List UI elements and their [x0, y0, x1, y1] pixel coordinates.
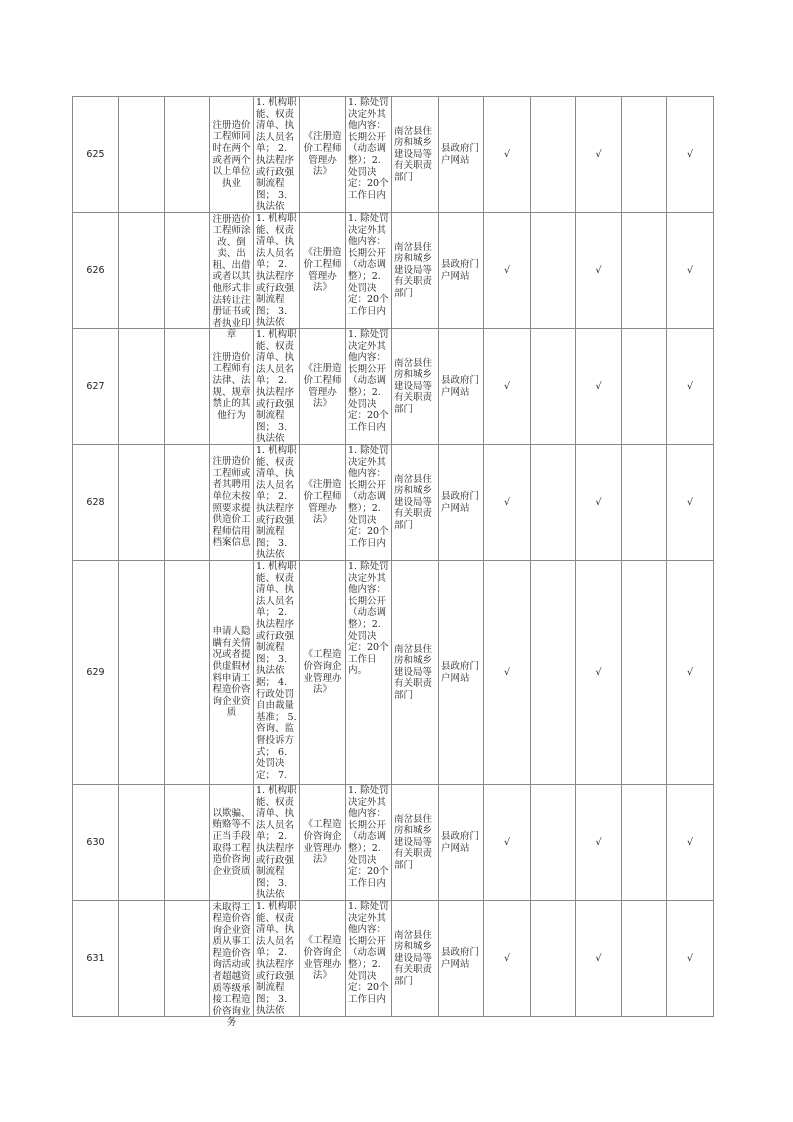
- row-number: 626: [73, 213, 119, 329]
- disclosure-table: [72, 96, 714, 1029]
- blank-cell: [165, 97, 210, 213]
- check-mark: √: [667, 901, 714, 1017]
- disclosure-basis-cell: [300, 329, 346, 445]
- row-number: 627: [73, 329, 119, 445]
- time-limit-text: 1. 除处罚决定外其他内容：长期公开（动态调整）；2. 处罚决定：20个工作日内: [348, 213, 389, 317]
- disclosure-channel-cell: [439, 445, 484, 561]
- disclosure-subject-cell: [392, 785, 439, 901]
- check-mark: √: [667, 213, 714, 329]
- disclosure-content-cell: [254, 329, 300, 445]
- disclosure-basis-cell: [300, 785, 346, 901]
- table-row: [73, 329, 714, 445]
- disclosure-time-limit-cell: [346, 213, 392, 329]
- check-mark: √: [576, 213, 622, 329]
- blank-cell: [531, 213, 576, 329]
- disclosure-basis-cell: [300, 213, 346, 329]
- disclosure-subject-cell: [392, 445, 439, 561]
- check-mark: √: [484, 445, 531, 561]
- blank-cell: [119, 329, 165, 445]
- disclosure-channel-cell: [439, 329, 484, 445]
- disclosure-content-cell: [254, 445, 300, 561]
- check-mark: √: [667, 97, 714, 213]
- disclosure-content-cell: [254, 561, 300, 785]
- blank-cell: [165, 213, 210, 329]
- item-text: 以欺骗、贿赂等不正当手段取得工程造价咨询企业资质: [212, 807, 251, 877]
- blank-cell: [622, 445, 667, 561]
- row-number: 630: [73, 785, 119, 901]
- disclosure-basis-cell: [300, 561, 346, 785]
- content-text: 1. 机构职能、权责清单、执法人员名单； 2. 执法程序或行政强制流程图； 3. 执法依: [256, 97, 297, 213]
- content-text: 1. 机构职能、权责清单、执法人员名单； 2. 执法程序或行政强制流程图； 3. 执法依: [256, 213, 297, 329]
- disclosure-channel-cell: [439, 213, 484, 329]
- check-mark: √: [484, 901, 531, 1017]
- table-row: [73, 785, 714, 901]
- subject-text: 南岔县住房和城乡建设局等有关职责部门: [394, 643, 433, 701]
- channel-text: 县政府门户网站: [441, 374, 480, 398]
- disclosure-subject-cell: [392, 561, 439, 785]
- disclosure-basis-cell: [300, 445, 346, 561]
- check-mark: √: [484, 785, 531, 901]
- item-text: 注册造价工程师涂改、倒卖、出租、出借或者以其他形式非法转让注册证书或者执业印章: [212, 213, 251, 341]
- blank-cell: [165, 561, 210, 785]
- blank-cell: [165, 329, 210, 445]
- check-mark: √: [484, 213, 531, 329]
- subject-text: 南岔县住房和城乡建设局等有关职责部门: [394, 473, 433, 531]
- disclosure-content-cell: [254, 97, 300, 213]
- disclosure-time-limit-cell: [346, 901, 392, 1017]
- item-text: 注册造价工程师有法律、法规、规章禁止的其他行为: [212, 351, 251, 421]
- channel-text: 县政府门户网站: [441, 490, 480, 514]
- item-text: 未取得工程造价咨询企业资质从事工程造价咨询活动或者超越资质等级承接工程造价咨询业务: [212, 901, 251, 1029]
- disclosure-content-cell: [254, 785, 300, 901]
- table-row: [73, 445, 714, 561]
- blank-cell: [622, 561, 667, 785]
- channel-text: 县政府门户网站: [441, 946, 480, 970]
- disclosure-item-cell: [210, 561, 254, 785]
- disclosure-item-cell: [210, 445, 254, 561]
- content-text: 1. 机构职能、权责清单、执法人员名单； 2. 执法程序或行政强制流程图； 3. 执法依: [256, 329, 297, 445]
- blank-cell: [165, 901, 210, 1017]
- blank-cell: [531, 901, 576, 1017]
- subject-text: 南岔县住房和城乡建设局等有关职责部门: [394, 929, 433, 987]
- check-mark: √: [484, 561, 531, 785]
- content-text: 1. 机构职能、权责清单、执法人员名单； 2. 执法程序或行政强制流程图； 3. 执法依据； 4. 行政处罚自由裁量基准； 5. 咨询、监督投诉方式； 6. 处罚决定； 7.: [256, 561, 297, 781]
- time-limit-text: 1. 除处罚决定外其他内容：长期公开（动态调整）；2. 处罚决定：20个工作日内。: [348, 561, 389, 677]
- blank-cell: [119, 785, 165, 901]
- row-number: 628: [73, 445, 119, 561]
- basis-text: 《工程造价咨询企业管理办法》: [303, 649, 342, 696]
- disclosure-item-cell: [210, 785, 254, 901]
- time-limit-text: 1. 除处罚决定外其他内容：长期公开（动态调整）；2. 处罚决定：20个工作日内: [348, 97, 389, 201]
- check-mark: √: [484, 329, 531, 445]
- time-limit-text: 1. 除处罚决定外其他内容：长期公开（动态调整）；2. 处罚决定：20个工作日内: [348, 785, 389, 889]
- basis-text: 《工程造价咨询企业管理办法》: [303, 819, 342, 866]
- disclosure-time-limit-cell: [346, 445, 392, 561]
- disclosure-time-limit-cell: [346, 329, 392, 445]
- row-number: 629: [73, 561, 119, 785]
- table-row: [73, 561, 714, 785]
- disclosure-time-limit-cell: [346, 785, 392, 901]
- disclosure-subject-cell: [392, 213, 439, 329]
- disclosure-content-cell: [254, 901, 300, 1017]
- check-mark: √: [484, 97, 531, 213]
- disclosure-channel-cell: [439, 785, 484, 901]
- content-text: 1. 机构职能、权责清单、执法人员名单； 2. 执法程序或行政强制流程图； 3. 执法依: [256, 785, 297, 901]
- blank-cell: [531, 445, 576, 561]
- blank-cell: [622, 329, 667, 445]
- blank-cell: [531, 561, 576, 785]
- subject-text: 南岔县住房和城乡建设局等有关职责部门: [394, 357, 433, 415]
- blank-cell: [119, 901, 165, 1017]
- blank-cell: [531, 785, 576, 901]
- check-mark: √: [576, 901, 622, 1017]
- disclosure-time-limit-cell: [346, 561, 392, 785]
- disclosure-item-cell: [210, 213, 254, 341]
- disclosure-subject-cell: [392, 329, 439, 445]
- disclosure-time-limit-cell: [346, 97, 392, 213]
- check-mark: √: [576, 561, 622, 785]
- check-mark: √: [576, 329, 622, 445]
- row-number: 631: [73, 901, 119, 1017]
- check-mark: √: [667, 561, 714, 785]
- blank-cell: [622, 213, 667, 329]
- basis-text: 《注册造价工程师管理办法》: [303, 479, 342, 526]
- disclosure-item-cell: [210, 329, 254, 445]
- basis-text: 《工程造价咨询企业管理办法》: [303, 935, 342, 982]
- content-text: 1. 机构职能、权责清单、执法人员名单； 2. 执法程序或行政强制流程图； 3. 执法依: [256, 445, 297, 561]
- time-limit-text: 1. 除处罚决定外其他内容：长期公开（动态调整）；2. 处罚决定：20个工作日内: [348, 445, 389, 549]
- subject-text: 南岔县住房和城乡建设局等有关职责部门: [394, 125, 433, 183]
- disclosure-subject-cell: [392, 97, 439, 213]
- channel-text: 县政府门户网站: [441, 660, 480, 684]
- blank-cell: [119, 445, 165, 561]
- item-text: 申请人隐瞒有关情况或者提供虚假材料申请工程造价咨询企业资质: [212, 626, 251, 719]
- subject-text: 南岔县住房和城乡建设局等有关职责部门: [394, 241, 433, 299]
- table-row: [73, 901, 714, 1017]
- content-text: 1. 机构职能、权责清单、执法人员名单； 2. 执法程序或行政强制流程图； 3. 执法依: [256, 901, 297, 1017]
- channel-text: 县政府门户网站: [441, 142, 480, 166]
- table-row: [73, 213, 714, 329]
- item-text: 注册造价工程师或者其聘用单位未按照要求提供造价工程师信用档案信息: [212, 456, 251, 549]
- time-limit-text: 1. 除处罚决定外其他内容：长期公开（动态调整）；2. 处罚决定：20个工作日内: [348, 329, 389, 433]
- disclosure-channel-cell: [439, 561, 484, 785]
- check-mark: √: [576, 97, 622, 213]
- basis-text: 《注册造价工程师管理办法》: [303, 363, 342, 410]
- row-number: 625: [73, 97, 119, 213]
- disclosure-content-cell: [254, 213, 300, 329]
- disclosure-channel-cell: [439, 97, 484, 213]
- channel-text: 县政府门户网站: [441, 830, 480, 854]
- disclosure-basis-cell: [300, 97, 346, 213]
- subject-text: 南岔县住房和城乡建设局等有关职责部门: [394, 813, 433, 871]
- check-mark: √: [667, 329, 714, 445]
- blank-cell: [119, 213, 165, 329]
- disclosure-channel-cell: [439, 901, 484, 1017]
- blank-cell: [622, 785, 667, 901]
- disclosure-item-cell: [210, 901, 254, 1029]
- check-mark: √: [667, 785, 714, 901]
- basis-text: 《注册造价工程师管理办法》: [303, 131, 342, 178]
- blank-cell: [119, 561, 165, 785]
- disclosure-subject-cell: [392, 901, 439, 1017]
- blank-cell: [622, 97, 667, 213]
- check-mark: √: [576, 785, 622, 901]
- blank-cell: [165, 445, 210, 561]
- item-text: 注册造价工程师同时在两个或者两个以上单位执业: [212, 119, 251, 189]
- blank-cell: [165, 785, 210, 901]
- channel-text: 县政府门户网站: [441, 258, 480, 282]
- blank-cell: [622, 901, 667, 1017]
- blank-cell: [531, 97, 576, 213]
- check-mark: √: [667, 445, 714, 561]
- basis-text: 《注册造价工程师管理办法》: [303, 247, 342, 294]
- blank-cell: [119, 97, 165, 213]
- table-row: [73, 97, 714, 213]
- time-limit-text: 1. 除处罚决定外其他内容：长期公开（动态调整）；2. 处罚决定：20个工作日内: [348, 901, 389, 1005]
- check-mark: √: [576, 445, 622, 561]
- blank-cell: [531, 329, 576, 445]
- disclosure-item-cell: [210, 97, 254, 213]
- disclosure-basis-cell: [300, 901, 346, 1017]
